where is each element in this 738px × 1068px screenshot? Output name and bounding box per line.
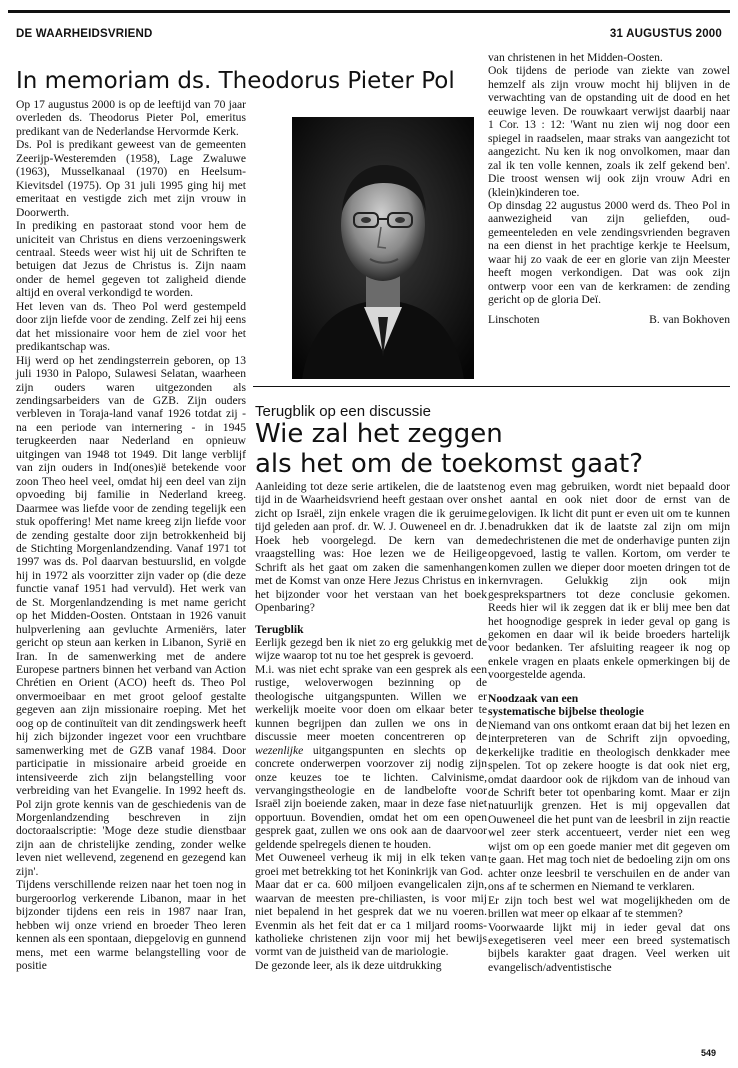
paragraph: Niemand van ons ontkomt eraan dat bij het lezen en interpreteren van de Schrift zijn opvoeding, kerkelijke traditie en theologisch denkkader mee spelen. Tot op zekere hoogte is dat ook niet erg, omdat daardoor ook de rijkdom van de inhoud van de Schrift beter tot openbaring komt. Maar er zijn natuurlijk grenzen. Het is mij opgevallen dat Ouweneel die het punt van de leesbril in zijn reactie wel zeer sterk accentueert, verder niet een weg wijst om op een goede manier met dit gegeven om te gaan. Het mag toch niet de bedoeling zijn om ons achter onze leesbril te verschuilen en de ander van ons af te schermen en Niemand te verklaren. [488,718,730,894]
discussion-column-1 [255,480,487,972]
paragraph: Aanleiding tot deze serie artikelen, die de laatste tijd in de Waarheidsvriend heeft gestaan over ons zicht op Israël, zijn enkele vragen die ik geruime tijd geleden aan prof. dr. W. J. Ouweneel en dr. J. Hoek heb voorgelegd. De kern van de vraagstelling was: Hoe lezen we de Heilige Schrift als het gaat om zaken die samenhangen met de Komst van onze Here Jezus Christus en in het bijzonder voor het verstaan van het boek Openbaring? [255,480,487,615]
paragraph: Voorwaarde lijkt mij in ieder geval dat ons exegetiseren veel meer een breed systematisch bijbels karakter gaat dragen. Veel werken uit evangelisch/adventistische [488,920,730,974]
memoriam-column-2 [488,51,730,326]
portrait-photo-icon [292,117,474,379]
paragraph: In prediking en pastoraat stond voor hem de uniciteit van Christus en diens verzoeningswerk centraal. Steeds weer wist hij uit de Schriften te betuigen dat Jezus de Christus is. Zijn naam onder de hemel gegeven tot zaligheid diende altijd en overal verkondigd te worden. [16,219,246,300]
discussion-column-2 [488,480,730,974]
signature-line [488,313,730,326]
paragraph: Tijdens verschillende reizen naar het toen nog in burgeroorlog verkerende Libanon, maar in het bijzonder tijdens een reis in 1987 naar Iran, hebben wij onze vriend en broeder Theo leren kennen als een spontaan, diepgelovig en gunnend mens, met een warme belangstelling voor de positie [16,878,246,972]
discussion-title [255,419,643,479]
text-run: M.i. was niet echt sprake van een gesprek als een rustige, weloverwogen bezinning op de theologische uitgangspunten. Willen we er werkelijk moeite voor doen om elkaar beter te kunnen begrijpen dan zullen we ons in de discussie meer moeten concentreren op de [255,662,487,744]
memoriam-title: In memoriam ds. Theodorus Pieter Pol [16,68,455,94]
discussion-kicker: Terugblik op een discussie [255,403,431,420]
page-number: 549 [700,1048,716,1058]
text-run: uitgangspunten en slechts op de concrete onderwerpen voorzover zij nodig zijn onze keuzes toe te lichten. Calvinisme, vervangingstheologie en de landbelofte voor Israël zijn boeiende zaken, maar in deze fase niet opportuun. Bovendien, omdat het om een open gesprek gaat, zullen we ons ook aan de daarvoor geldende spelregels dienen te houden. [255,743,487,851]
memoriam-column-1 [16,98,246,972]
emphasis: wezenlijke [255,743,304,757]
paragraph: De gezonde leer, als ik deze uitdrukking [255,958,442,972]
signature-author: B. van Bokhoven [649,312,730,326]
discussion-title-line-2: als het om de toekomst gaat? [255,449,643,479]
discussion-title-line-1: Wie zal het zeggen [255,419,503,449]
section-divider [253,386,730,387]
masthead-publication: DE WAARHEIDSVRIEND [16,28,153,40]
subheading-line: systematische bijbelse theologie [488,705,644,719]
paragraph: Op 17 augustus 2000 is op de leeftijd van 70 jaar overleden ds. Theodorus Pieter Pol, emeritus predikant van de Nederlandse Hervormde Kerk. [16,98,246,138]
paragraph: Er zijn toch best wel wat mogelijkheden om de brillen wat meer op elkaar af te stemmen? [488,893,730,921]
paragraph: Het leven van ds. Theo Pol werd gestempeld door zijn liefde voor de zending. Zelf zei hij eens dat het missionaire voor hem de ziel voor het predikantschap was. [16,299,246,354]
paragraph: Op dinsdag 22 augustus 2000 werd ds. Theo Pol in aanwezigheid van zijn geliefden, oud-gemeenteleden en vele zendingsvrienden begraven na een dienst in het prachtige kerkje te Heelsum, waar hij zo vaak de eer en glorie van zijn Meester heeft mogen verkondigen. Dat was ook zijn ontwerp voor een van de kerkramen: de zending gericht op de gloria Deï. [488,198,730,307]
top-rule [8,10,730,13]
subheading-noodzaak [488,692,730,719]
paragraph: Maar dat er ca. 600 miljoen evangelicalen zijn, waarvan de meesten pre-chiliasten, is voor mij niet bepalend in het gesprek dat we nu voeren. Evenmin als het feit dat er ca 1 miljard rooms-katholieke christenen zijn voor mij het bewijs vormt van de juistheid van de mariologie. [255,878,487,959]
signature-place: Linschoten [488,312,540,326]
subheading-terugblik: Terugblik [255,622,304,636]
paragraph: Met Ouweneel verheug ik mij in elk teken van groei met betrekking tot het Koninkrijk van God. [255,851,487,878]
masthead-date: 31 AUGUSTUS 2000 [609,28,722,40]
paragraph: Ook tijdens de periode van ziekte van zowel hemzelf als zijn vrouw mocht hij blijven in de verwachting van de opstanding uit de dood en het eeuwige leven. De rouwkaart verwijst daarbij naar 1 Cor. 13 : 12: 'Want nu zien wij nog door een spiegel in raadselen, maar straks van aangezicht tot aangezicht. Nu ken ik nog onvolkomen, maar dan zal ik ten volle kennen, zoals ik zelf gekend ben'. Die troost wensen wij ook zijn vrouw Adri en (klein)kinderen toe. [488,64,730,199]
paragraph: Hij werd op het zendingsterrein geboren, op 13 juli 1930 in Palopo, Sulawesi Selatan, waarheen zijn ouders waren uitgezonden als zendingsarbeiders van de GZB. Zijn ouders verbleven in Toraja-land vanaf 1926 totdat zij - na een periode van internering - in 1945 terugkeerden naar Nederland en opnieuw uitgingen van 1948 tot 1949. Dit lange verblijf van zijn ouders in Ind(ones)ië betekende voor zoon Theo heel veel, omdat hij een deel van zijn opvoeding bij familie in Nederland kreeg. Daarmee was liefde voor de zending tegelijk een stuk opoffering! Met name kreeg zijn liefde voor de zending gestalte door zijn betrokkenheid bij de Stichting Morgenlandzending. Vanaf 1971 tot 1997 was ds. Pol daarvan bestuurslid, en volgde hij in 1972 als voorzitter zijn vader op (die deze functie vanaf 1951 had vervuld). Het werk van de St. Morgenlandzending is met name gericht op het Midden-Oosten. Ontstaan in 1926 vanuit hulpverlening aan gevluchte Armeniërs, later gericht op steun aan kerken in Libanon, Syrië en Iran. In de samenwerking met de andere Europese partners binnen het verband van Action Chrétien en Orient (ACO) heeft ds. Theo Pol onvermoeibaar en met groot geloof gestalte gegeven aan zijn missionaire roeping. Met het oog op de continuïteit van dit zendingswerk heeft hij zich bijzonder ingezet voor een vruchtbare samenwerking met de GZB vanaf 1984. Door participatie in missionaire arbeid groeide en intensiveerde zich zijn belangstelling voor verbreiding van het Evangelie. In 1992 heeft ds. Pol zijn grote kennis van de geschiedenis van de Morgenlandzending beschreven in zijn doctoraalscriptie: 'Moge deze studie dienstbaar zijn aan de christelijke zending, zonder welke leven niet wellevend, zegenend en gezegend kan zijn'. [16,353,246,878]
paragraph: van christenen in het Midden-Oosten. [488,51,663,64]
paragraph: nog even mag gebruiken, wordt niet bepaald door het aantal en ook niet door de ernst van de gelovigen. Ik licht dit punt er even uit om te kunnen benadrukken dat ik de laatste zal zijn om mijn medechristenen die met de onderhavige punten zijn opgevoed, lastig te vallen. Kortom, om verder te komen zullen we dieper door moeten dringen tot de kernvragen. Gelukkig zijn ook mijn gesprekspartners tot deze conclusie gekomen. Reeds hier wil ik zeggen dat ik er blij mee ben dat het hoognodige gesprek in ieder geval op gang is gekomen en daar wil ik beide broeders hartelijk voor bedanken. Ter afsluiting reageer ik nog op enkele vragen en plaats enkele opmerkingen bij de voorgestelde agenda. [488,480,730,682]
paragraph: Eerlijk gezegd ben ik niet zo erg gelukkig met de wijze waarop tot nu toe het gesprek is gevoerd. [255,635,487,663]
paragraph: Ds. Pol is predikant geweest van de gemeenten Zeerijp-Westeremden (1958), Lage Zwaluwe (1963), Musselkanaal (1970) en Heelsum-Kievitsdel (1975). Op 31 juli 1995 ging hij met emeritaat en vestigde zich met zijn vrouw in Doorwerth. [16,138,246,219]
paragraph [255,663,487,851]
subheading-line: Noodzaak van een [488,691,579,705]
